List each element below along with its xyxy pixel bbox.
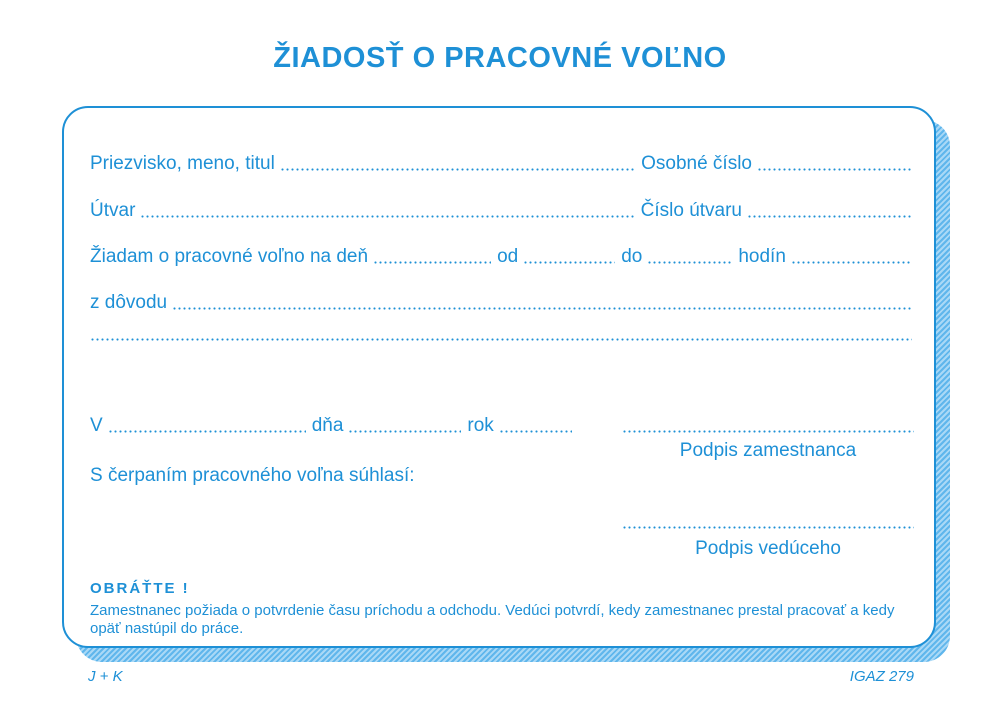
personal-number-field[interactable] <box>757 168 912 171</box>
form-title: ŽIADOSŤ O PRACOVNÉ VOĽNO <box>273 42 727 74</box>
manager-signature-label: Podpis vedúceho <box>695 538 841 559</box>
footer-form-code: IGAZ 279 <box>849 668 914 685</box>
name-field[interactable] <box>280 168 635 171</box>
hours-field[interactable] <box>791 261 912 264</box>
reason-continuation-row <box>90 338 912 345</box>
name-label: Priezvisko, meno, titul <box>90 153 275 174</box>
name-row <box>90 153 912 175</box>
from-label: od <box>497 246 519 267</box>
notice-title: OBRÁŤTE ! <box>90 580 190 597</box>
year-label: rok <box>467 415 494 436</box>
unit-number-field[interactable] <box>747 215 912 218</box>
place-date-row <box>90 415 572 437</box>
form-card <box>62 106 936 648</box>
hours-label: hodín <box>738 246 786 267</box>
personal-number-label: Osobné číslo <box>641 153 752 174</box>
to-field[interactable] <box>647 261 732 264</box>
notice-text: Zamestnanec požiada o potvrdenie času príchodu a odchodu. Vedúci potvrdí, kedy zamestnanec prestal pracovať a kedy opäť nastúpil do práce. <box>90 602 895 637</box>
request-label: Žiadam o pracovné voľno na deň <box>90 246 369 267</box>
day-label: dňa <box>311 415 344 436</box>
request-day-field[interactable] <box>373 261 491 264</box>
employee-signature-field[interactable] <box>622 430 914 433</box>
reason-label: z dôvodu <box>90 292 168 313</box>
reason-row <box>90 292 912 314</box>
place-label: V <box>90 415 103 436</box>
unit-label: Útvar <box>90 200 136 221</box>
from-field[interactable] <box>523 261 615 264</box>
reason-continuation-field[interactable] <box>90 338 912 341</box>
consent-label: S čerpaním pracovného voľna súhlasí: <box>90 465 415 486</box>
reason-field[interactable] <box>172 307 912 310</box>
unit-row <box>90 200 912 222</box>
place-field[interactable] <box>108 430 306 433</box>
request-row <box>90 246 912 268</box>
to-label: do <box>621 246 643 267</box>
employee-signature-label: Podpis zamestnanca <box>679 440 857 461</box>
unit-number-label: Číslo útvaru <box>640 200 742 221</box>
unit-field[interactable] <box>140 215 634 218</box>
manager-signature-field[interactable] <box>622 526 914 529</box>
footer-publisher: J + K <box>88 668 123 685</box>
day-field[interactable] <box>348 430 461 433</box>
year-field[interactable] <box>499 430 572 433</box>
